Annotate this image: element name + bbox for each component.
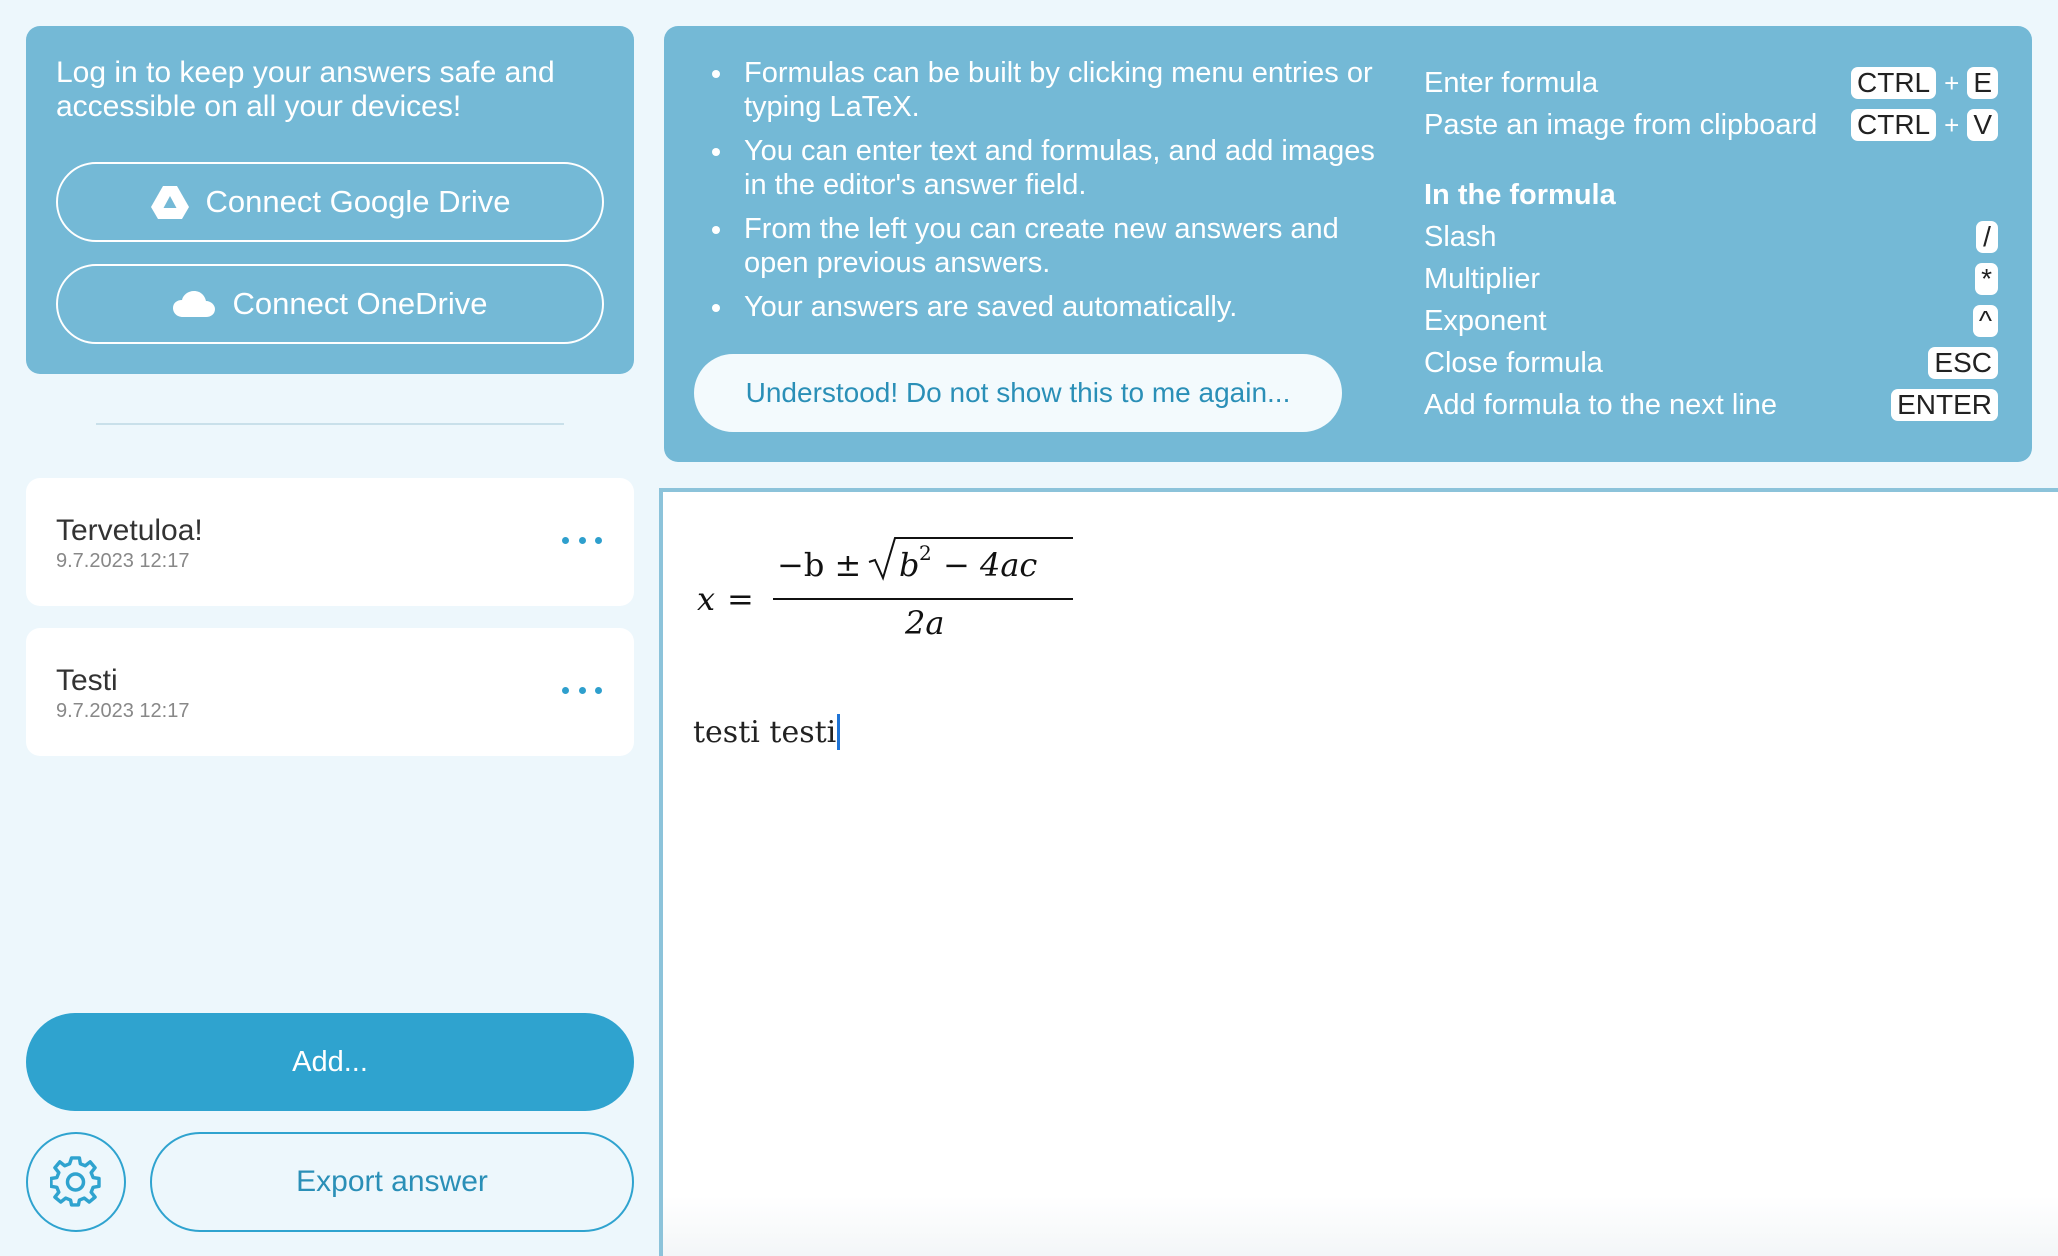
shortcut-multiplier bbox=[1424, 258, 1998, 300]
key-caret: ^ bbox=[1973, 305, 1998, 337]
radicand-rest: − 4ac bbox=[943, 546, 1038, 584]
editor-text: testi testi bbox=[693, 714, 837, 750]
login-card bbox=[26, 26, 634, 374]
shortcut-label: Exponent bbox=[1424, 304, 1547, 337]
in-formula-heading: In the formula bbox=[1424, 178, 1616, 211]
tip-item: You can enter text and formulas, and add images in the editor's answer field. bbox=[704, 134, 1384, 202]
answer-item[interactable] bbox=[26, 478, 634, 606]
shortcut-enter-formula bbox=[1424, 62, 1998, 104]
connect-google-drive-button[interactable] bbox=[56, 162, 604, 242]
key-v: V bbox=[1967, 109, 1998, 141]
shortcut-label: Multiplier bbox=[1424, 262, 1541, 295]
more-dots-icon[interactable] bbox=[562, 528, 602, 552]
key-slash: / bbox=[1976, 221, 1998, 253]
quadratic-formula[interactable] bbox=[693, 532, 1073, 642]
editor-text-line[interactable] bbox=[693, 714, 840, 750]
shortcut-exponent bbox=[1424, 300, 1998, 342]
shortcut-slash bbox=[1424, 216, 1998, 258]
key-e: E bbox=[1967, 67, 1998, 99]
answer-date: 9.7.2023 12:17 bbox=[56, 550, 190, 572]
key-plus: + bbox=[1944, 109, 1960, 140]
formula-numerator-pre: −b ± bbox=[777, 546, 862, 584]
answer-title: Testi bbox=[56, 664, 118, 697]
editor-bottom-fade bbox=[663, 1196, 2058, 1256]
onedrive-label: Connect OneDrive bbox=[232, 286, 488, 321]
connect-onedrive-button[interactable] bbox=[56, 264, 604, 344]
tip-item: Your answers are saved automatically. bbox=[704, 290, 1384, 324]
shortcuts-heading bbox=[1424, 174, 1998, 216]
radicand-base: b bbox=[899, 546, 920, 584]
key-asterisk: * bbox=[1975, 263, 1998, 295]
gear-icon bbox=[50, 1156, 102, 1208]
shortcut-paste-image bbox=[1424, 104, 1998, 146]
tips-list bbox=[704, 56, 1384, 334]
shortcut-label: Slash bbox=[1424, 220, 1497, 253]
shortcut-label: Enter formula bbox=[1424, 66, 1599, 99]
divider bbox=[96, 423, 564, 425]
tip-item: From the left you can create new answers and open previous answers. bbox=[704, 212, 1384, 280]
formula-equals: = bbox=[727, 580, 754, 618]
more-dots-icon[interactable] bbox=[562, 678, 602, 702]
key-plus: + bbox=[1944, 67, 1960, 98]
login-message: Log in to keep your answers safe and accessible on all your devices! bbox=[56, 56, 555, 123]
cloud-icon bbox=[172, 290, 216, 318]
formula-denominator: 2a bbox=[905, 604, 945, 642]
answer-date: 9.7.2023 12:17 bbox=[56, 700, 190, 722]
shortcut-label: Add formula to the next line bbox=[1424, 388, 1778, 421]
google-drive-label: Connect Google Drive bbox=[205, 184, 511, 219]
radicand-exponent: 2 bbox=[919, 541, 932, 565]
settings-button[interactable] bbox=[26, 1132, 126, 1232]
export-answer-button[interactable]: Export answer bbox=[150, 1132, 634, 1232]
answer-title: Tervetuloa! bbox=[56, 514, 203, 547]
key-enter: ENTER bbox=[1891, 389, 1998, 421]
formula-lhs: x bbox=[697, 580, 716, 618]
key-esc: ESC bbox=[1928, 347, 1998, 379]
shortcut-label: Paste an image from clipboard bbox=[1424, 108, 1818, 141]
answer-editor[interactable] bbox=[659, 488, 2058, 1256]
text-caret bbox=[837, 714, 840, 750]
shortcut-next-line bbox=[1424, 384, 1998, 426]
dismiss-help-button[interactable]: Understood! Do not show this to me again... bbox=[694, 354, 1342, 432]
google-drive-icon bbox=[150, 184, 190, 220]
shortcut-close-formula bbox=[1424, 342, 1998, 384]
add-answer-button[interactable]: Add... bbox=[26, 1013, 634, 1111]
key-ctrl: CTRL bbox=[1851, 67, 1936, 99]
shortcut-label: Close formula bbox=[1424, 346, 1603, 379]
help-panel bbox=[664, 26, 2032, 462]
tip-item: Formulas can be built by clicking menu entries or typing LaTeX. bbox=[704, 56, 1384, 124]
key-ctrl: CTRL bbox=[1851, 109, 1936, 141]
answer-item[interactable] bbox=[26, 628, 634, 756]
